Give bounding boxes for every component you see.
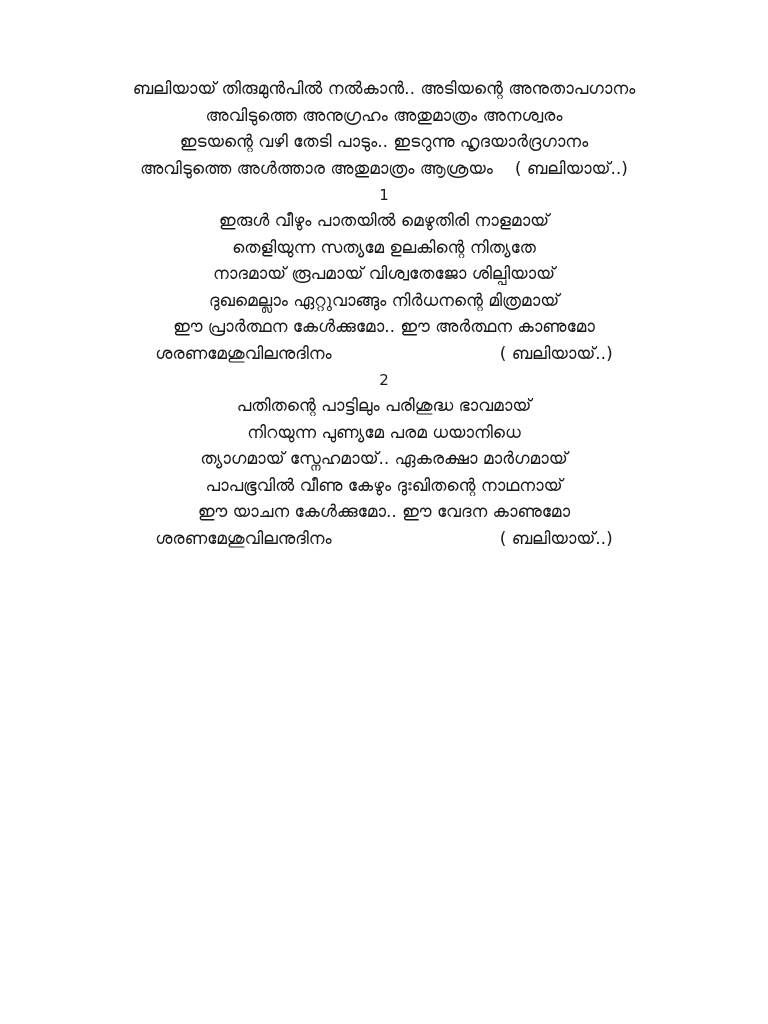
refrain-tag: ( ബലിയായ്..) xyxy=(514,158,628,179)
chorus-last-text: അവിടുത്തെ അൾത്താര അതുമാത്രം ആശ്രയം xyxy=(140,158,493,179)
chorus-line: അവിടുത്തെ അനുഗ്രഹം അതുമാത്രം അനശ്വരം xyxy=(205,105,563,126)
verse-line: പതിതന്റെ പാട്ടിലും പരിശുദ്ധ ഭാവമായ് xyxy=(236,396,532,416)
verse-line: നിറയുന്ന പുണ്യമേ പരമ ധയാനിധെ xyxy=(247,422,521,443)
lyrics-page xyxy=(0,76,768,552)
chorus-line: ഇടയന്റെ വഴി തേടി പാടും.. ഇടറുന്നു ഹൃദയാർദ്രഗാനം xyxy=(179,132,589,152)
verse-line: ഈ യാചന കേൾക്കുമോ.. ഈ വേദന കാണുമോ xyxy=(197,502,571,522)
verse-line: തെളിയുന്ന സത്യമേ ഉലകിന്റെ നിത്യതേ xyxy=(232,237,536,258)
verse-last-text: ശരണമേശുവിലനുദിനം xyxy=(155,528,332,549)
verse-number: 2 xyxy=(379,371,389,389)
verse-2 xyxy=(0,367,768,552)
chorus-line: ബലിയായ് തിരുമുൻപിൽ നൽകാൻ.. അടിയന്റെ അനുതാപഗാനം xyxy=(132,79,636,99)
verse-line: ത്യാഗമായ് സ്നേഹമായ്.. ഏകരക്ഷാ മാർഗമായ് xyxy=(200,449,568,469)
verse-line: ഈ പ്രാർത്ഥന കേൾക്കുമോ.. ഈ അർത്ഥന കാണുമോ xyxy=(173,317,595,337)
verse-line: പാപഭൂവിൽ വീണു കേഴും ദുഃഖിതന്റെ നാഥനായ് xyxy=(205,475,563,496)
verse-line: ദുഖമെല്ലാം ഏറ്റുവാങ്ങും നിർധനന്റെ മിത്രമായ് xyxy=(208,290,560,311)
refrain-tag: ( ബലിയായ്..) xyxy=(499,528,613,549)
refrain-tag: ( ബലിയായ്..) xyxy=(499,343,613,364)
verse-line: ഇരുൾ വീഴും പാതയിൽ മെഴുതിരി നാളമായ് xyxy=(218,211,550,231)
chorus xyxy=(0,76,768,182)
verse-1 xyxy=(0,182,768,367)
verse-last-line xyxy=(0,526,768,553)
verse-last-text: ശരണമേശുവിലനുദിനം xyxy=(155,343,332,364)
verse-number: 1 xyxy=(379,186,389,204)
chorus-last-line xyxy=(0,156,768,183)
verse-line: നാദമായ് രൂപമായ് വിശ്വതേജോ ശില്പിയായ് xyxy=(212,264,556,284)
verse-last-line xyxy=(0,341,768,368)
